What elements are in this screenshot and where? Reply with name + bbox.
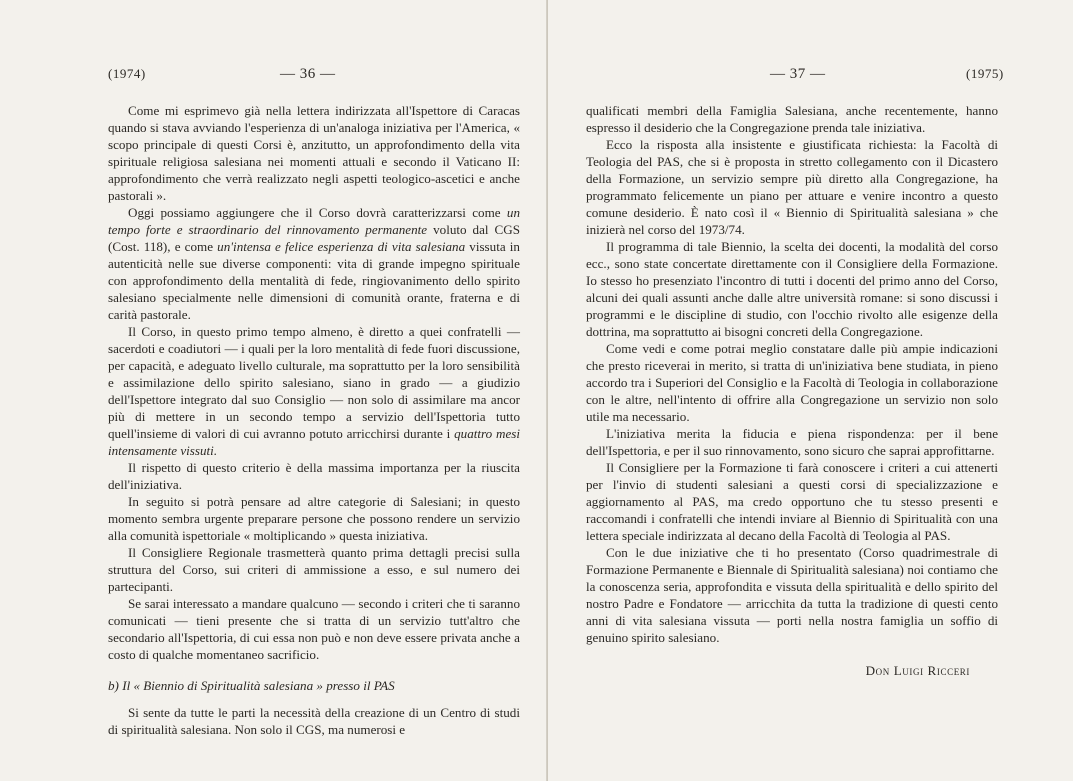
left-paragraph-2-text-c: vissuta in autenticità nelle sue diverse componenti: vita di grande impegno spirituale con approfondimento della mentalità di fede, ringiovanimento dello spirito salesiano specialmente nelle dimensioni di comunità orante, fraterna e di carità pastorale. bbox=[108, 239, 520, 322]
left-paragraph-1: Come mi esprimevo già nella lettera indirizzata all'Ispettore di Caracas quando si stava avviando l'esperienza di un'analoga iniziativa per l'America, « scopo principale di questi Corsi è, anzitutto, un approfondimento della vita spirituale religiosa salesiana nei momenti attuali e secondo il Vaticano II: approfondimento che verrà realizzato negli aspetti teologico-ascetici e anche pastorali ». bbox=[108, 103, 520, 203]
right-page bbox=[548, 0, 1073, 781]
right-page-year: (1975) bbox=[966, 66, 1004, 81]
left-paragraph-3 bbox=[108, 323, 520, 459]
section-heading-b bbox=[108, 677, 520, 694]
right-paragraph-1: qualificati membri della Famiglia Salesiana, anche recentemente, hanno espresso il desiderio che la Congregazione prenda tale iniziativa. bbox=[586, 103, 998, 135]
right-paragraph-4: Come vedi e come potrai meglio constatare dalle più ampie indicazioni che presto riceverai in merito, si tratta di un'iniziativa bene studiata, in pieno accordo tra i Superiori del Consiglio e la Facoltà di Teologia in collaborazione con le altre, nell'intento di offrire alla Congregazione un servizio non solo utile ma necessario. bbox=[586, 341, 998, 424]
right-page-number: — 37 — bbox=[770, 66, 826, 82]
right-paragraph-7: Con le due iniziative che ti ho presentato (Corso quadrimestrale di Formazione Permanente e Biennale di Spiritualità salesiana) noi contiamo che la conoscenza seria, approfondita e vissuta della spiritualità e dello spirito del nostro Padre e Fondatore — arricchita da tutta la tradizione di questi cento anni di vita salesiana vissuta — porti nella nostra famiglia un soffio di genuino spirito salesiano. bbox=[586, 545, 998, 645]
section-heading-letter: b) bbox=[108, 678, 119, 693]
right-paragraph-6: Il Consigliere per la Formazione ti farà conoscere i criteri a cui attenerti per l'invio di studenti salesiani a questi corsi di specializzazione e aggiornamento al PAS, ma credo opportuno che tu stesso presenti e raccomandi i confratelli che intendi inviare al Biennio di Spiritualità con una lettera speciale indirizzata al decano della Facoltà di Teologia al PAS. bbox=[586, 460, 998, 543]
left-page-body bbox=[108, 102, 520, 738]
right-paragraph-3: Il programma di tale Biennio, la scelta dei docenti, la modalità del corso ecc., sono state concertate direttamente con il Consigliere della Formazione. Io stesso ho presenziato l'incontro di tutti i docenti del primo anno del Corso, alcuni dei quali assunti anche dalle altre università romane: si sono discussi i programmi e le discipline di studio, con l'occhio rivolto alle esigenze della dottrina, ma soprattutto ai bisogni concreti della Congregazione. bbox=[586, 239, 998, 339]
right-paragraph-2: Ecco la risposta alla insistente e giustificata richiesta: la Facoltà di Teologia del PAS, che si è proposta in stretto collegamento con il Dicastero della Formazione, un servizio sempre più diretto alla Congregazione, ha programmato felicemente un piano per attuare e venire incontro a questo comune desiderio. È nato così il « Biennio di Spiritualità salesiana » che inizierà nel corso del 1973/74. bbox=[586, 137, 998, 237]
left-page-number: — 36 — bbox=[280, 66, 336, 82]
section-heading-text: Il « Biennio di Spiritualità salesiana » presso il PAS bbox=[122, 678, 395, 693]
right-paragraph-5: L'iniziativa merita la fiducia e piena rispondenza: per il bene dell'Ispettoria, e per il suo rinnovamento, sono sicuro che saprai approfittarne. bbox=[586, 426, 998, 458]
left-paragraph-final: Si sente da tutte le parti la necessità della creazione di un Centro di studi di spiritualità salesiana. Non solo il CGS, ma numerosi e bbox=[108, 705, 520, 737]
left-paragraph-3-text: Il Corso, in questo primo tempo almeno, è diretto a quei confratelli — sacerdoti e coadiutori — i quali per la loro mentalità di fede fuori discussione, per capacità, e adeguato livello culturale, ma soprattutto per la loro sensibilità e assimilazione dello spirito salesiano, siano in grado — a giudizio dell'Ispettore integrato dal suo Consiglio — non solo di assimilare ma ancor più di mettere in un secondo tempo a servizio dell'Ispettoria tutto quell'insieme di valori di cui avranno potuto arricchirsi durante i bbox=[108, 324, 520, 441]
left-paragraph-6: Il Consigliere Regionale trasmetterà quanto prima dettagli precisi sulla struttura del Corso, sui criteri di ammissione a esso, e sul numero dei partecipanti. bbox=[108, 545, 520, 594]
left-paragraph-2-text-b: voluto dal CGS (Cost. 118), e come bbox=[108, 222, 520, 254]
right-page-body bbox=[586, 102, 998, 679]
left-paragraph-2-italic-a: un tempo forte e straordinario del rinnovamento permanente bbox=[108, 205, 520, 237]
left-paragraph-7: Se sarai interessato a mandare qualcuno — secondo i criteri che ti saranno comunicati — tieni presente che si tratta di un servizio tutt'altro che secondario all'Ispettoria, di cui essa non può e non deve essere privata anche a costo di qualche momentaneo sacrificio. bbox=[108, 596, 520, 662]
left-paragraph-2-text-a: Oggi possiamo aggiungere che il Corso dovrà caratterizzarsi come bbox=[128, 205, 501, 220]
left-paragraph-3-italic: quattro mesi intensamente vissuti. bbox=[108, 426, 520, 458]
left-paragraph-4: Il rispetto di questo criterio è della massima importanza per la riuscita dell'iniziativa. bbox=[108, 460, 520, 492]
left-paragraph-2 bbox=[108, 204, 520, 323]
left-paragraph-5: In seguito si potrà pensare ad altre categorie di Salesiani; in questo momento sembra urgente preparare persone che possono rendere un servizio alla comunità ispettoriale « moltiplicando » questa iniziativa. bbox=[108, 494, 520, 543]
left-page-year: (1974) bbox=[108, 66, 146, 81]
author-signature: Don Luigi Ricceri bbox=[865, 663, 970, 678]
left-paragraph-2-italic-b: un'intensa e felice esperienza di vita salesiana bbox=[217, 239, 466, 254]
